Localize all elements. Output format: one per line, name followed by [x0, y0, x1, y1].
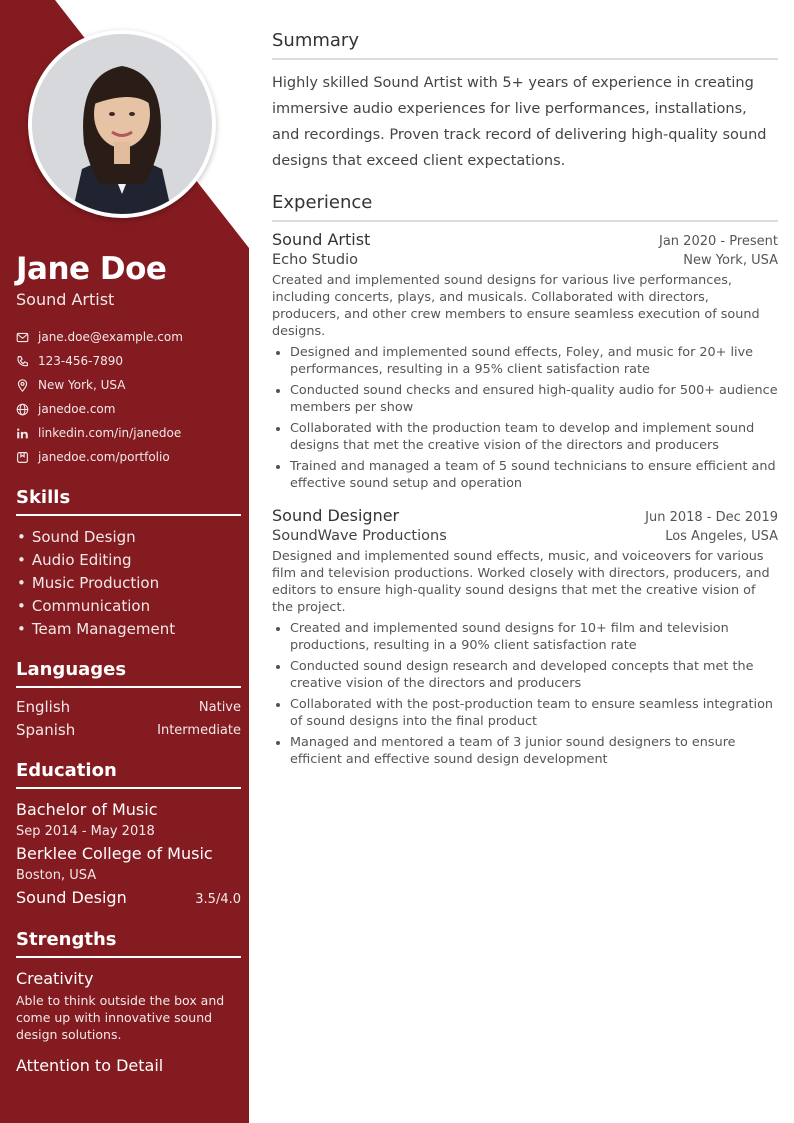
languages-title: Languages: [16, 659, 241, 688]
job-bullet: • Conducted sound checks and ensured high-quality audio for 500+ audience members per show: [290, 382, 778, 416]
experience-title: Experience: [272, 192, 778, 222]
language-row: [16, 696, 241, 719]
language-level: Intermediate: [157, 723, 241, 738]
strength-title: Attention to Detail: [16, 1056, 164, 1075]
contact-website[interactable]: [16, 397, 241, 421]
strength-description: Able to think outside the box and come up with innovative sound design solutions.: [16, 993, 225, 1042]
globe-icon: [16, 403, 29, 416]
candidate-name: Jane Doe: [16, 251, 167, 287]
summary-text: Highly skilled Sound Artist with 5+ years of experience in creating immersive audio experiences for live performances, installations, and recordings. Proven track record of delivering high-quality sound designs that exceed client expectations.: [272, 75, 767, 169]
education-field: Sound Design: [16, 888, 127, 907]
skill-item: • Communication: [16, 595, 241, 618]
contact-location-text: New York, USA: [38, 378, 126, 392]
job-bullets: [272, 344, 778, 492]
contact-email-text: jane.doe@example.com: [38, 330, 183, 344]
education-section: [16, 760, 241, 911]
education-dates: Sep 2014 - May 2018: [16, 824, 155, 839]
job-title: Sound Artist: [272, 230, 371, 249]
language-name: Spanish: [16, 721, 76, 739]
experience-section: [272, 192, 778, 768]
job-bullet: • Conducted sound design research and developed concepts that met the creative vision of the directors and producers: [290, 658, 778, 692]
job-bullets: [272, 620, 778, 768]
job-bullet: • Created and implemented sound designs for 10+ film and television productions, resulting in a 90% client satisfaction rate: [290, 620, 778, 654]
main-content: [272, 30, 778, 772]
contact-phone[interactable]: [16, 349, 241, 373]
job-entry: [272, 230, 778, 492]
language-level: Native: [198, 700, 241, 715]
education-school: Berklee College of Music: [16, 844, 213, 863]
contact-website-text: janedoe.com: [38, 402, 116, 416]
profile-photo: [28, 30, 216, 218]
job-title: Sound Designer: [272, 506, 400, 525]
strength-title: Creativity: [16, 969, 94, 988]
mail-icon: [16, 331, 29, 344]
location-icon: [16, 379, 29, 392]
skill-item: • Sound Design: [16, 526, 241, 549]
education-location: Boston, USA: [16, 868, 97, 883]
job-bullet: • Trained and managed a team of 5 sound technicians to ensure efficient and effective sound setup and operation: [290, 458, 778, 492]
languages-section: [16, 659, 241, 742]
job-bullet: • Collaborated with the post-production team to ensure seamless integration of sound designs into the final product: [290, 696, 778, 730]
job-bullet: • Collaborated with the production team to develop and implement sound designs that met the creative vision of the directors and producers: [290, 420, 778, 454]
sidebar: [0, 0, 249, 1123]
sidebar-content: [16, 250, 241, 1077]
job-company: SoundWave Productions: [272, 528, 447, 544]
job-entry: [272, 506, 778, 768]
education-gpa: 3.5/4.0: [195, 892, 241, 907]
language-row: [16, 719, 241, 742]
skill-item: • Team Management: [16, 618, 241, 641]
contact-linkedin-text: linkedin.com/in/janedoe: [38, 426, 182, 440]
phone-icon: [16, 355, 29, 368]
skills-section: [16, 487, 241, 641]
profile-photo-image: [32, 34, 212, 214]
strengths-title: Strengths: [16, 929, 241, 958]
contact-linkedin[interactable]: [16, 421, 241, 445]
job-location: New York, USA: [683, 253, 778, 268]
job-dates: Jan 2020 - Present: [659, 234, 778, 249]
linkedin-icon: [16, 427, 29, 440]
skills-title: Skills: [16, 487, 241, 516]
contact-portfolio[interactable]: [16, 445, 241, 469]
contact-location: [16, 373, 241, 397]
contact-phone-text: 123-456-7890: [38, 354, 124, 368]
summary-section: [272, 30, 778, 174]
contact-portfolio-text: janedoe.com/portfolio: [38, 450, 170, 464]
job-bullet: • Designed and implemented sound effects, Foley, and music for 20+ live performances, resulting in a 95% client satisfaction rate: [290, 344, 778, 378]
candidate-role: Sound Artist: [16, 290, 115, 309]
job-dates: Jun 2018 - Dec 2019: [645, 510, 778, 525]
contact-list: [16, 325, 241, 469]
skills-list: [16, 526, 241, 641]
job-bullet: • Managed and mentored a team of 3 junior sound designers to ensure efficient and effective sound design development: [290, 734, 778, 768]
contact-email[interactable]: [16, 325, 241, 349]
strengths-section: [16, 929, 241, 1077]
language-name: English: [16, 698, 71, 716]
job-description: Designed and implemented sound effects, music, and voiceovers for various film and television productions. Worked closely with directors, producers, and editors to ensure high-quality sound designs that met the creative vision of the project.: [272, 549, 770, 615]
education-title: Education: [16, 760, 241, 789]
job-description: Created and implemented sound designs for various live performances, including concerts, plays, and musicals. Collaborated with directors, producers, and other crew members to ensure seamless execution of sound designs.: [272, 273, 760, 339]
skill-item: • Music Production: [16, 572, 241, 595]
job-company: Echo Studio: [272, 252, 358, 268]
education-degree: Bachelor of Music: [16, 800, 158, 819]
summary-title: Summary: [272, 30, 778, 60]
job-location: Los Angeles, USA: [665, 529, 778, 544]
skill-item: • Audio Editing: [16, 549, 241, 572]
portfolio-icon: [16, 451, 29, 464]
